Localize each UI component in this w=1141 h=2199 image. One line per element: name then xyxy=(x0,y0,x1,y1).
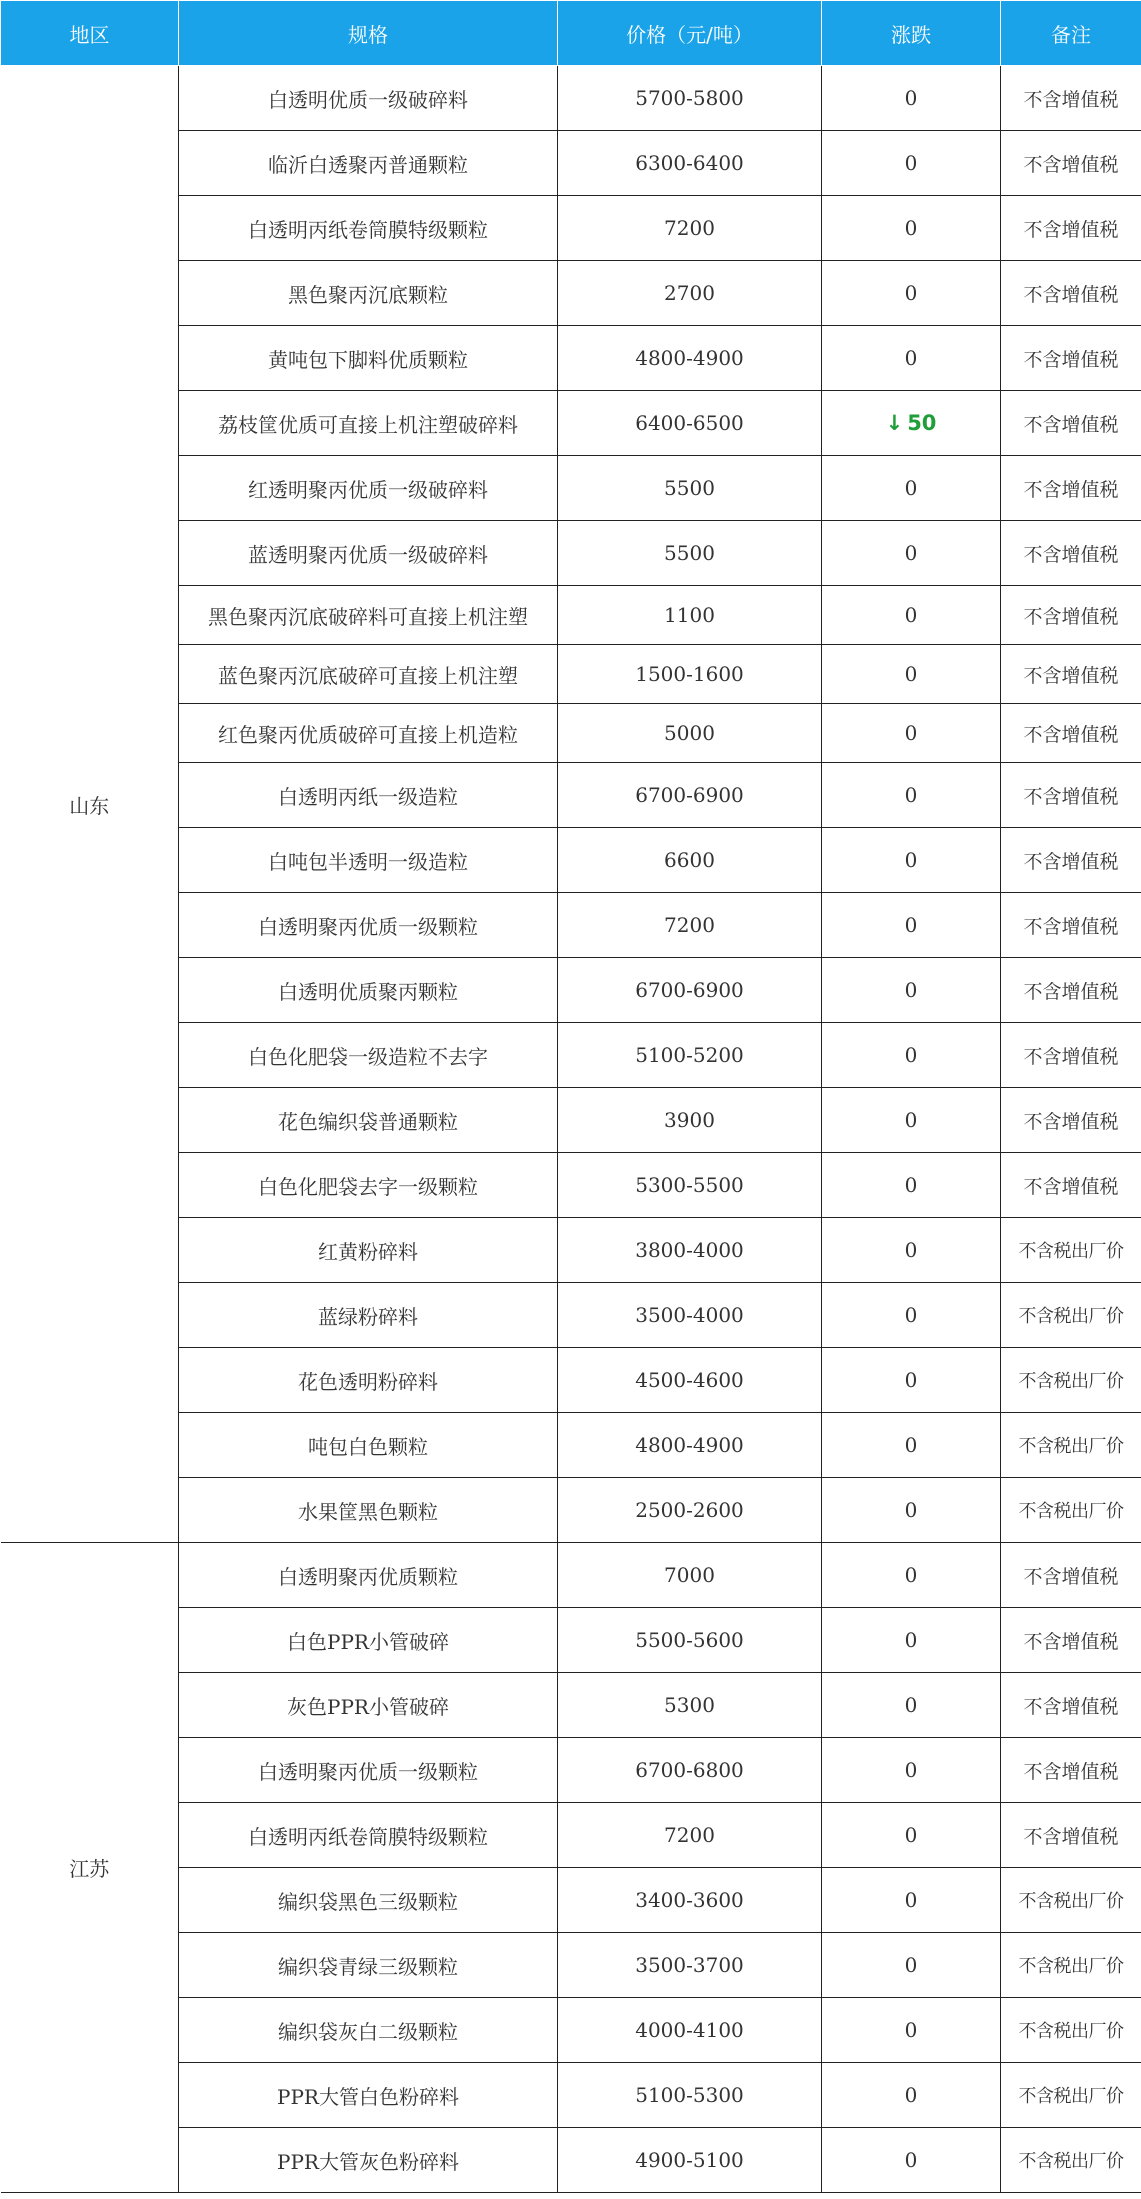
note-cell: 不含增值税 xyxy=(1001,66,1141,131)
spec-cell: 黑色聚丙沉底破碎料可直接上机注塑 xyxy=(179,586,558,645)
spec-cell: 白透明优质一级破碎料 xyxy=(179,66,558,131)
note-cell: 不含增值税 xyxy=(1001,1543,1141,1608)
price-cell: 5300 xyxy=(558,1673,822,1738)
change-cell: 0 xyxy=(822,1088,1001,1153)
header-region: 地区 xyxy=(1,1,179,66)
spec-cell: 灰色PPR小管破碎 xyxy=(179,1673,558,1738)
price-cell: 5100-5200 xyxy=(558,1023,822,1088)
price-cell: 3800-4000 xyxy=(558,1218,822,1283)
spec-cell: 编织袋灰白二级颗粒 xyxy=(179,1998,558,2063)
change-cell: 0 xyxy=(822,66,1001,131)
change-cell: 0 xyxy=(822,456,1001,521)
note-cell: 不含增值税 xyxy=(1001,521,1141,586)
change-cell: 0 xyxy=(822,1543,1001,1608)
price-cell: 7000 xyxy=(558,1543,822,1608)
spec-cell: 蓝绿粉碎料 xyxy=(179,1283,558,1348)
note-cell: 不含税出厂价 xyxy=(1001,1868,1141,1933)
change-cell: 0 xyxy=(822,1738,1001,1803)
note-cell: 不含增值税 xyxy=(1001,1738,1141,1803)
note-cell: 不含增值税 xyxy=(1001,958,1141,1023)
spec-cell: 白透明丙纸一级造粒 xyxy=(179,763,558,828)
note-cell: 不含增值税 xyxy=(1001,645,1141,704)
change-cell: 0 xyxy=(822,1608,1001,1673)
price-cell: 3400-3600 xyxy=(558,1868,822,1933)
price-cell: 6300-6400 xyxy=(558,131,822,196)
price-cell: 1100 xyxy=(558,586,822,645)
note-cell: 不含增值税 xyxy=(1001,456,1141,521)
note-cell: 不含增值税 xyxy=(1001,391,1141,456)
header-change: 涨跌 xyxy=(822,1,1001,66)
price-cell: 4900-5100 xyxy=(558,2128,822,2193)
header-spec: 规格 xyxy=(179,1,558,66)
header-note: 备注 xyxy=(1001,1,1141,66)
spec-cell: 白透明优质聚丙颗粒 xyxy=(179,958,558,1023)
price-cell: 3500-4000 xyxy=(558,1283,822,1348)
note-cell: 不含增值税 xyxy=(1001,893,1141,958)
change-value: 50 xyxy=(907,411,937,435)
change-cell: 0 xyxy=(822,2063,1001,2128)
note-cell: 不含增值税 xyxy=(1001,1023,1141,1088)
note-cell: 不含税出厂价 xyxy=(1001,1413,1141,1478)
spec-cell: 白透明丙纸卷筒膜特级颗粒 xyxy=(179,196,558,261)
change-cell: 0 xyxy=(822,1348,1001,1413)
spec-cell: 临沂白透聚丙普通颗粒 xyxy=(179,131,558,196)
change-cell: 0 xyxy=(822,131,1001,196)
price-cell: 5300-5500 xyxy=(558,1153,822,1218)
price-cell: 5500-5600 xyxy=(558,1608,822,1673)
spec-cell: 红色聚丙优质破碎可直接上机造粒 xyxy=(179,704,558,763)
spec-cell: 白透明聚丙优质一级颗粒 xyxy=(179,893,558,958)
change-cell: 0 xyxy=(822,645,1001,704)
change-cell: 0 xyxy=(822,1998,1001,2063)
price-cell: 2500-2600 xyxy=(558,1478,822,1543)
note-cell: 不含增值税 xyxy=(1001,1608,1141,1673)
change-cell: 0 xyxy=(822,261,1001,326)
change-cell: 0 xyxy=(822,326,1001,391)
spec-cell: 花色透明粉碎料 xyxy=(179,1348,558,1413)
price-cell: 3500-3700 xyxy=(558,1933,822,1998)
change-cell: 0 xyxy=(822,763,1001,828)
table-row xyxy=(1,66,1141,131)
change-cell xyxy=(822,391,1001,456)
note-cell: 不含增值税 xyxy=(1001,1803,1141,1868)
spec-cell: 花色编织袋普通颗粒 xyxy=(179,1088,558,1153)
price-cell: 4800-4900 xyxy=(558,1413,822,1478)
price-cell: 7200 xyxy=(558,893,822,958)
change-cell: 0 xyxy=(822,1023,1001,1088)
note-cell: 不含增值税 xyxy=(1001,1153,1141,1218)
price-cell: 5100-5300 xyxy=(558,2063,822,2128)
price-cell: 4000-4100 xyxy=(558,1998,822,2063)
header-row xyxy=(1,1,1141,66)
spec-cell: 白吨包半透明一级造粒 xyxy=(179,828,558,893)
region-cell: 山东 xyxy=(1,66,179,1543)
spec-cell: 黄吨包下脚料优质颗粒 xyxy=(179,326,558,391)
spec-cell: PPR大管灰色粉碎料 xyxy=(179,2128,558,2193)
spec-cell: 蓝透明聚丙优质一级破碎料 xyxy=(179,521,558,586)
price-cell: 4500-4600 xyxy=(558,1348,822,1413)
price-cell: 5700-5800 xyxy=(558,66,822,131)
table-row xyxy=(1,1543,1141,1608)
change-cell: 0 xyxy=(822,1153,1001,1218)
spec-cell: 编织袋黑色三级颗粒 xyxy=(179,1868,558,1933)
note-cell: 不含增值税 xyxy=(1001,704,1141,763)
spec-cell: 白透明聚丙优质颗粒 xyxy=(179,1543,558,1608)
price-cell: 7200 xyxy=(558,1803,822,1868)
price-cell: 5500 xyxy=(558,521,822,586)
change-cell: 0 xyxy=(822,2128,1001,2193)
spec-cell: 红黄粉碎料 xyxy=(179,1218,558,1283)
spec-cell: 白透明丙纸卷筒膜特级颗粒 xyxy=(179,1803,558,1868)
change-cell: 0 xyxy=(822,521,1001,586)
price-cell: 6600 xyxy=(558,828,822,893)
change-cell: 0 xyxy=(822,1218,1001,1283)
note-cell: 不含增值税 xyxy=(1001,586,1141,645)
note-cell: 不含税出厂价 xyxy=(1001,1348,1141,1413)
price-cell: 7200 xyxy=(558,196,822,261)
region-cell: 江苏 xyxy=(1,1543,179,2193)
spec-cell: 吨包白色颗粒 xyxy=(179,1413,558,1478)
spec-cell: 白色PPR小管破碎 xyxy=(179,1608,558,1673)
note-cell: 不含增值税 xyxy=(1001,131,1141,196)
change-cell: 0 xyxy=(822,704,1001,763)
note-cell: 不含增值税 xyxy=(1001,261,1141,326)
price-cell: 6700-6900 xyxy=(558,958,822,1023)
change-cell: 0 xyxy=(822,958,1001,1023)
price-cell: 6700-6900 xyxy=(558,763,822,828)
spec-cell: PPR大管白色粉碎料 xyxy=(179,2063,558,2128)
change-cell: 0 xyxy=(822,1868,1001,1933)
note-cell: 不含增值税 xyxy=(1001,763,1141,828)
note-cell: 不含税出厂价 xyxy=(1001,1283,1141,1348)
spec-cell: 白色化肥袋去字一级颗粒 xyxy=(179,1153,558,1218)
price-cell: 5000 xyxy=(558,704,822,763)
price-cell: 2700 xyxy=(558,261,822,326)
note-cell: 不含税出厂价 xyxy=(1001,2128,1141,2193)
price-cell: 5500 xyxy=(558,456,822,521)
note-cell: 不含税出厂价 xyxy=(1001,1478,1141,1543)
note-cell: 不含税出厂价 xyxy=(1001,1998,1141,2063)
note-cell: 不含增值税 xyxy=(1001,1088,1141,1153)
price-cell: 6700-6800 xyxy=(558,1738,822,1803)
price-cell: 3900 xyxy=(558,1088,822,1153)
spec-cell: 白透明聚丙优质一级颗粒 xyxy=(179,1738,558,1803)
header-price: 价格（元/吨） xyxy=(558,1,822,66)
change-cell: 0 xyxy=(822,828,1001,893)
note-cell: 不含税出厂价 xyxy=(1001,1933,1141,1998)
table-body xyxy=(1,66,1141,2193)
spec-cell: 红透明聚丙优质一级破碎料 xyxy=(179,456,558,521)
change-cell: 0 xyxy=(822,1803,1001,1868)
change-cell: 0 xyxy=(822,1283,1001,1348)
spec-cell: 黑色聚丙沉底颗粒 xyxy=(179,261,558,326)
change-cell: 0 xyxy=(822,1673,1001,1738)
change-cell: 0 xyxy=(822,1933,1001,1998)
note-cell: 不含增值税 xyxy=(1001,828,1141,893)
note-cell: 不含增值税 xyxy=(1001,326,1141,391)
note-cell: 不含增值税 xyxy=(1001,196,1141,261)
change-cell: 0 xyxy=(822,1478,1001,1543)
spec-cell: 白色化肥袋一级造粒不去字 xyxy=(179,1023,558,1088)
note-cell: 不含税出厂价 xyxy=(1001,2063,1141,2128)
change-cell: 0 xyxy=(822,196,1001,261)
price-cell: 6400-6500 xyxy=(558,391,822,456)
spec-cell: 蓝色聚丙沉底破碎可直接上机注塑 xyxy=(179,645,558,704)
change-cell: 0 xyxy=(822,893,1001,958)
price-cell: 4800-4900 xyxy=(558,326,822,391)
spec-cell: 荔枝筐优质可直接上机注塑破碎料 xyxy=(179,391,558,456)
table-header xyxy=(1,1,1141,66)
arrow-down-icon: ↓ xyxy=(885,411,904,435)
spec-cell: 水果筐黑色颗粒 xyxy=(179,1478,558,1543)
spec-cell: 编织袋青绿三级颗粒 xyxy=(179,1933,558,1998)
price-cell: 1500-1600 xyxy=(558,645,822,704)
change-cell: 0 xyxy=(822,586,1001,645)
change-cell: 0 xyxy=(822,1413,1001,1478)
note-cell: 不含增值税 xyxy=(1001,1673,1141,1738)
note-cell: 不含税出厂价 xyxy=(1001,1218,1141,1283)
